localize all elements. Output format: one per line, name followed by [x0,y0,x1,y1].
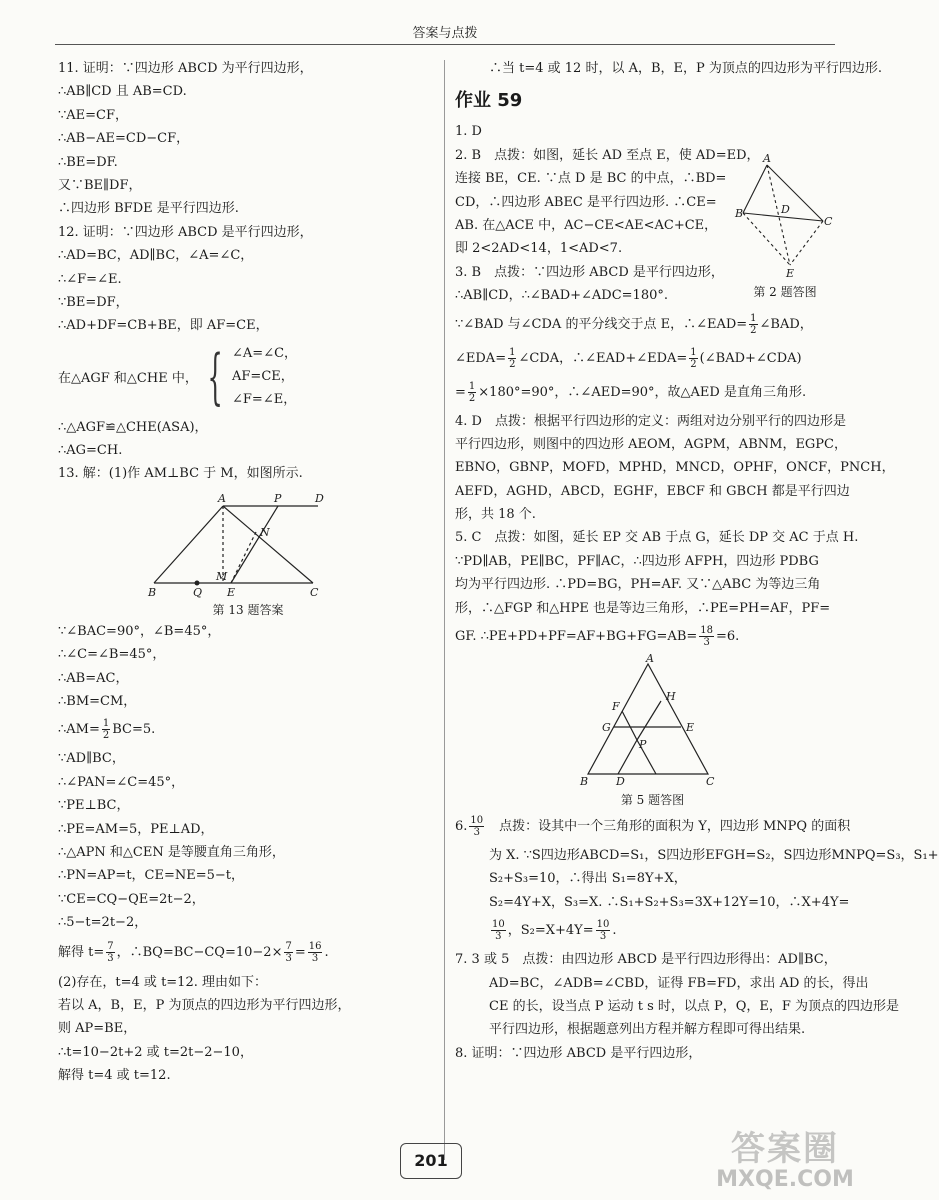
denominator: 2 [690,358,697,370]
figure-13-diagram [148,486,348,599]
text-line: ∴BE=DF. [58,154,118,170]
text-line: ∵AD∥BC， [58,751,125,767]
text-line: 连接 BE，CE. ∵点 D 是 BC 的中点，∴BD= [455,171,727,187]
label-b: B [148,585,157,599]
answer-2 [455,144,760,261]
text-line: ∴AG=CH. [58,443,123,459]
text-line: 平行四边形，则图中的四边形 AEOM，AGPM，ABNM，EGPC， [455,436,848,452]
label-c: C [310,585,319,599]
text-line: ∵∠BAC=90°，∠B=45°， [58,623,221,639]
text-line: 若以 A，B，E，P 为顶点的四边形为平行四边形， [58,997,351,1013]
section-title: 作业 59 [455,90,523,112]
figure-13-caption: 第 13 题答案 [212,602,284,617]
fraction [469,815,484,838]
text-span: ，S₂=X+4Y= [507,923,594,939]
answer-13 [58,462,438,1087]
text-span: =6. [716,629,740,645]
text-line: ∴PN=AP=t，CE=NE=5−t， [58,868,245,884]
text-span: ∠EDA= [455,350,507,366]
text-line: AF=CE， [232,369,294,385]
text-line: ∠A=∠C， [232,346,298,362]
denominator: 3 [311,952,319,964]
label-d: D [781,203,790,216]
text-line: AD=BC，∠ADB=∠CBD，证得 FB=FD，求出 AD 的长，得出 [489,975,869,991]
answer-11 [58,57,438,221]
figure-5 [455,654,850,810]
text-line: ∵PD∥AB，PE∥BC，PF∥AC，∴四边形 AFPH，四边形 PDBG [455,553,819,569]
text-line: 4. D 点拨：根据平行四边形的定义：两组对边分别平行的四边形是 [455,413,846,429]
numerator: 18 [700,625,714,637]
numerator: 1 [468,380,476,392]
label-g: G [601,721,611,735]
text-line: 均为平行四边形. ∴PD=BG，PH=AF. 又∵△ABC 为等边三角 [455,577,821,593]
denominator: 2 [468,392,476,404]
label-h: H [665,690,676,704]
text-span: 解得 t= [58,944,105,960]
figure-2-diagram [735,153,835,278]
left-column [58,57,438,1088]
label-q: Q [193,585,203,599]
fraction [689,347,697,370]
text-line: ∵CE=CQ−QE=2t−2， [58,891,205,907]
text-span: ×180°=90°，∴∠AED=90°，故△AED 是直角三角形. [478,384,807,400]
fraction [284,941,292,964]
text-line: 2. B 点拨：如图，延长 AD 至点 E，使 AD=ED， [455,147,760,163]
text-line: ∴四边形 BFDE 是平行四边形. [58,201,239,217]
solve-equation [58,935,438,971]
text-line: 11. 证明：∵四边形 ABCD 为平行四边形， [58,61,313,76]
text-line: ∵AE=CF， [58,107,129,123]
numerator: 1 [102,718,110,730]
text-line: ∴∠F=∠E. [58,271,122,287]
text-span: ∴AM= [58,722,100,738]
figure-2-caption: 第 2 题答图 [753,285,817,299]
text-line: ∴AB=AC， [58,670,129,686]
denominator: 3 [107,952,114,964]
text-line: CD，∴四边形 ABEC 是平行四边形. ∴CE= [455,194,717,210]
denominator: 3 [285,952,292,964]
numerator: 1 [690,346,697,358]
text-line [455,914,850,948]
text-span: ∠BAD， [759,316,813,332]
text-line: ∴AB−AE=CD−CF， [58,131,190,147]
text-line: 形，共 18 个. [455,507,536,523]
label-p: P [274,491,282,505]
figure-5-caption: 第 5 题答图 [620,793,685,808]
numerator: 10 [470,815,484,827]
fraction [468,381,476,404]
answer-8: 8. 证明：∵四边形 ABCD 是平行四边形， [455,1045,702,1061]
text-line: ∵PE⊥BC， [58,798,130,814]
numerator: 7 [285,940,292,952]
text-line [455,376,850,410]
fraction [508,347,516,370]
text-line [455,810,850,844]
text-span: 点拨：设其中一个三角形的面积为 Y，四边形 MNPQ 的面积 [486,819,851,835]
text-line: ∴△AGF≌△CHE(ASA)， [58,419,208,435]
text-line: S₂+S₃=10，∴得出 S₁=8Y+X， [489,871,687,887]
text-line: 又∵BE∥DF， [58,177,142,193]
page-number: 201 [400,1143,462,1179]
text-span: (∠BAD+∠CDA) [699,350,802,366]
label-p: P [638,738,646,752]
text-line: ∴AD=BC，AD∥BC，∠A=∠C， [58,248,254,264]
fraction [749,313,757,336]
denominator: 2 [102,730,110,742]
text-span: . [324,944,329,960]
label-e: E [685,721,694,735]
label-d: D [315,491,324,505]
text-line: ∵BE=DF， [58,294,129,310]
am-equation [58,713,438,747]
text-line: CE 的长，设当点 P 运动 t s 时，以点 P，Q，E，F 为顶点的四边形是 [489,998,900,1014]
numerator: 10 [492,919,505,931]
answer-3 [455,261,850,410]
denominator: 2 [750,324,757,336]
numerator: 10 [596,919,610,931]
text-span: ，∴BQ=BC−CQ=10−2× [116,944,283,960]
label-a: A [763,152,771,165]
text-line: 形，∴△FGP 和△HPE 也是等边三角形，∴PE=PH=AF，PF= [455,600,831,616]
answer-12 [58,221,438,463]
text-line: (2)存在，t=4 或 t=12. 理由如下： [58,974,267,990]
text-line: ∴∠C=∠B=45°， [58,647,166,663]
text-line: ∴BM=CM， [58,694,137,710]
numerator: 1 [509,346,516,358]
label-e: E [227,585,236,599]
text-span: GF. ∴PE+PD+PF=AF+BG+FG=AB= [455,629,698,645]
text-line: 3. B 点拨：∵四边形 ABCD 是平行四边形， [455,264,724,280]
fraction [308,941,323,964]
numerator: 1 [750,312,757,324]
text-line: 则 AP=BE， [58,1021,137,1037]
text-line: ∠F=∠E， [232,392,297,408]
answer-7 [455,948,900,1042]
text-line: ∴AB∥CD，∴∠BAD+∠ADC=180°. [455,288,668,304]
text-span: . [612,923,617,939]
text-line: ∴PE=AM=5，PE⊥AD， [58,821,214,837]
text-line: EBNO，GBNP，MOFD，MPHD，MNCD，OPHF，ONCF，PNCH， [455,460,895,476]
label-b: B [735,207,744,220]
answer-6 [455,810,939,948]
brace-symbol: { [207,341,223,412]
text-line: ∴t=10−2t+2 或 t=2t−2−10， [58,1044,253,1060]
text-line: 12. 证明：∵四边形 ABCD 是平行四边形， [58,224,313,240]
text-line: 为 X. ∵S四边形ABCD=S₁，S四边形EFGH=S₂，S四边形MNPQ=S₃，S₁+ [489,848,939,864]
text-span: = [294,944,306,960]
fraction [491,919,506,942]
text-line: S₂=4Y+X，S₃=X. ∴S₁+S₂+S₃=3X+12Y=10，∴X+4Y= [489,894,850,910]
text-line: 13. 解：(1)作 AM⊥BC 于 M，如图所示. [58,466,303,482]
answer-1: 1. D [455,124,482,140]
numerator: 7 [107,940,114,952]
fraction [102,718,110,741]
brace-lines [232,342,297,411]
text-line: ∴5−t=2t−2， [58,915,148,931]
watermark-line-1: 答案圈 [731,1129,839,1169]
fraction [106,941,114,964]
label-a: A [645,652,654,666]
denominator: 3 [473,827,480,839]
text-line: ∴∠PAN=∠C=45°， [58,774,185,790]
label-f: F [611,700,620,714]
right-column [455,57,939,1065]
text-line: 在△AGF 和△CHE 中， [58,371,198,387]
text-span: ∠CDA，∴∠EAD+∠EDA= [518,350,688,366]
text-line: ∴AB∥CD 且 AB=CD. [58,84,187,100]
label-a: A [218,491,226,505]
text-line: ∴△APN 和△CEN 是等腰直角三角形， [58,844,285,860]
column-divider [444,60,445,1160]
denominator: 2 [509,358,516,370]
text-line [455,620,850,654]
label-e: E [786,267,795,280]
text-line: 即 2<2AD<14，1<AD<7. [455,241,623,257]
denominator: 3 [599,931,607,943]
figure-5-diagram [578,652,728,789]
label-m: M [216,569,228,583]
text-line: 5. C 点拨：如图，延长 EP 交 AB 于点 G，延长 DP 交 AC 于点 H. [455,530,859,546]
text-line: 解得 t=4 或 t=12. [58,1068,171,1084]
label-n: N [260,525,270,539]
text-line: AB. 在△ACE 中，AC−CE<AE<AC+CE， [455,217,718,233]
denominator: 3 [495,931,502,943]
label-c: C [824,215,833,228]
answer-4 [455,410,895,527]
watermark [715,1130,855,1195]
congruence-conditions [58,342,438,412]
text-line: 平行四边形，根据题意列出方程并解方程即可得出结果. [489,1022,806,1038]
text-span: ∵∠BAD 与∠CDA 的平分线交于点 E，∴∠EAD= [455,316,748,332]
text-line: 7. 3 或 5 点拨：由四边形 ABCD 是平行四边形得出：AD∥BC， [455,952,837,968]
text-line: ∴AD+DF=CB+BE，即 AF=CE， [58,318,269,334]
text-line [455,342,850,376]
fraction [596,919,611,942]
label-b: B [579,775,588,789]
text-line [455,308,850,342]
text-line: AEFD，AGHD，ABCD，EGHF，EBCF 和 GBCH 都是平行四边 [455,483,850,499]
label-c: C [705,775,714,789]
watermark-line-2: MXQE.COM [716,1167,854,1192]
denominator: 3 [703,637,710,649]
numerator: 16 [308,940,322,952]
label-d: D [615,775,625,789]
figure-13 [58,486,438,620]
fraction [699,625,714,648]
text-span: 6. [455,819,468,835]
text-span: = [455,384,466,400]
answer-5 [455,526,859,810]
text-span: BC=5. [112,722,156,738]
page-header: 答案与点拨 [55,24,835,45]
text-line: ∴当 t=4 或 12 时，以 A，B，E，P 为顶点的四边形为平行四边形. [489,61,883,76]
